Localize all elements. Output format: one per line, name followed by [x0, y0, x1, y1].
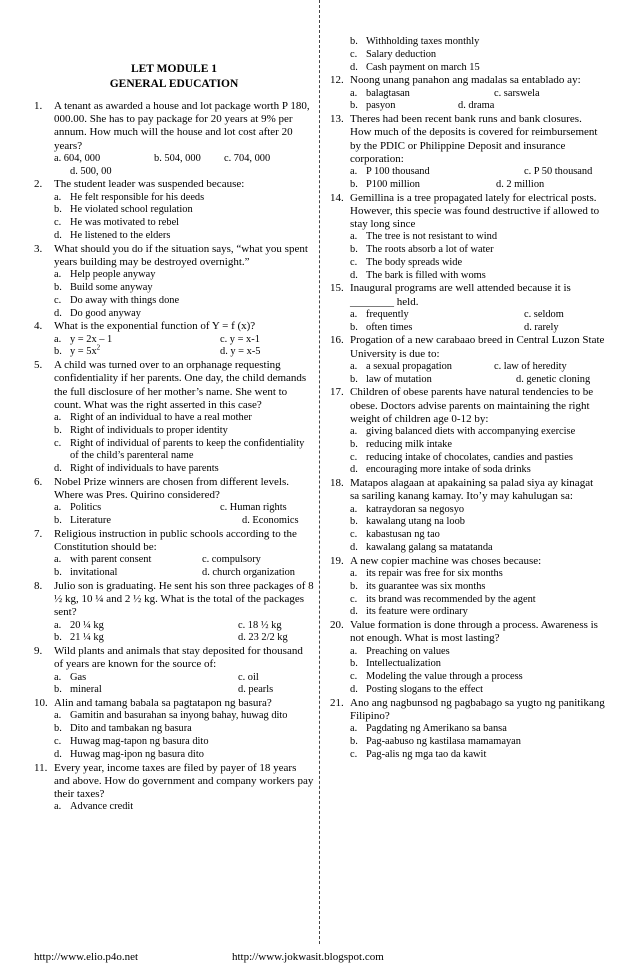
column-divider: [319, 0, 320, 944]
question-4: [34, 320, 314, 359]
option-d: d. 500, 00: [70, 165, 112, 177]
option-d: d. He listened to the elders: [54, 230, 171, 241]
option-a: a. giving balanced diets with accompanying exercise: [350, 426, 576, 437]
option-b: b. Withholding taxes monthly: [350, 36, 480, 47]
question-text: Alin and tamang babala sa pagtatapon ng basura?: [54, 697, 272, 710]
question-number: 2.: [34, 178, 43, 191]
options: [350, 231, 605, 282]
option-b: b. Build some anyway: [54, 282, 153, 293]
question-text: A tenant as awarded a house and lot package worth P 180, 000.00. She has to pay package for 20 years at 9% per annum. How much will the house and lot cost after 20 years?: [54, 100, 310, 152]
option-a: a. Right of an individual to have a real mother: [54, 412, 252, 423]
question-10: [34, 697, 314, 761]
question-number: 21.: [330, 696, 344, 709]
option-c: c. reducing intake of chocolates, candies and pasties: [350, 451, 573, 463]
option-d: d. 2 million: [496, 178, 545, 190]
question-number: 10.: [34, 697, 48, 710]
question-number: 19.: [330, 554, 344, 567]
option-a: a. with parent consent: [54, 554, 152, 566]
question-14: [330, 192, 605, 283]
option-b: b. $y = 5x^2$: [54, 343, 101, 358]
question-13: [330, 113, 605, 191]
question-number: 6.: [34, 475, 43, 488]
question-number: 16.: [330, 334, 344, 347]
question-number: 9.: [34, 645, 43, 658]
question-text: A child was turned over to an orphanage requesting confidentiality if her parents. One day, the child demands the full disclosure of her mother’s name. She went to count. What was the right asserted in this case?: [54, 359, 307, 411]
option-c: c. Huwag mag-tapon ng basura dito: [54, 735, 209, 747]
question-17: [330, 386, 605, 477]
question-text: Ano ang nagbunsod ng pagbabago sa yugto ng panitikang Filipino?: [350, 696, 605, 722]
option-b: b. The roots absorb a lot of water: [350, 244, 494, 255]
question-text: Matapos alagaan at apakaining sa palad siya ay kinagat sa sariling kanang kamay. Ito’y may kahulugan sa:: [350, 477, 594, 503]
option-b: b. law of mutation d. genetic cloning: [350, 373, 591, 385]
option-c: c. y = x-1: [220, 333, 260, 345]
option-b: b. kawalang utang na loob: [350, 516, 465, 528]
option-c: c. oil: [238, 671, 259, 683]
option-a: a. Pagdating ng Amerikano sa bansa: [350, 723, 507, 735]
question-16: [330, 334, 605, 386]
question-text: Nobel Prize winners are chosen from different levels. Where was Pres. Quirino considered?: [54, 475, 289, 502]
option-a: a. Gamitin and basurahan sa inyong bahay, huwag dito: [54, 710, 288, 722]
option-a: a. balagtasan: [350, 87, 410, 99]
option-d: d. Huwag mag-ipon ng basura dito: [54, 748, 204, 760]
question-text: What should you do if the situation says, “what you spent years building may be destroyed overnight.”: [54, 242, 308, 268]
option-c: c. The body spreads wide: [350, 256, 463, 268]
question-number: 18.: [330, 477, 344, 490]
question-number: 15.: [330, 282, 344, 295]
question-number: 4.: [34, 320, 43, 333]
option-d: d. The bark is filled with woms: [350, 269, 486, 281]
option-d: d. y = x-5: [220, 346, 261, 358]
option-a: a. 604, 000: [54, 152, 101, 164]
option-c: c. compulsory: [202, 554, 261, 566]
option-b: b. 504, 000: [154, 152, 201, 164]
option-a: a. He felt responsible for his deeds: [54, 191, 205, 203]
question-text: Religious instruction in public schools according to the Constitution should be:: [54, 527, 297, 554]
option-b: b. Pag-aabuso ng kastilasa mamamayan: [350, 735, 521, 747]
question-11: [34, 762, 314, 814]
option-c: c. sarswela: [494, 87, 540, 99]
question-21: [330, 697, 605, 762]
options: [350, 646, 605, 697]
option-a: a. a sexual propagation: [350, 360, 452, 372]
option-c: c. Salary deduction: [350, 48, 437, 60]
question-3: [34, 243, 314, 321]
option-b: b. 21 ¼ kg: [54, 632, 104, 644]
question-text: What is the exponential function of Y = f (x)?: [54, 320, 256, 333]
option-a: a. 20 ¼ kg: [54, 619, 104, 631]
options: [350, 568, 605, 619]
option-c: c. P 50 thousand: [524, 166, 593, 177]
options: [54, 269, 314, 320]
option-c: c. 704, 000: [224, 152, 271, 164]
option-d: d. kawalang galang sa matatanda: [350, 541, 493, 553]
question-text: Progation of a new carabaao breed in Central Luzon State University is due to:: [350, 334, 605, 360]
option-c: c. Human rights: [220, 502, 287, 514]
options: [54, 620, 314, 646]
question-text: Noong unang panahon ang madalas sa entablado ay:: [350, 74, 581, 87]
question-text: Every year, income taxes are filed by payer of 18 years and above. How do government and company workers pay their taxes?: [54, 761, 314, 800]
question-text: Inaugural programs are well attended because it is ________ held.: [350, 282, 571, 308]
question-text: The student leader was suspended because:: [54, 178, 245, 191]
question-8: [34, 580, 314, 645]
options: [54, 412, 314, 476]
question-2: [34, 178, 314, 242]
option-c: c. Do away with things done: [54, 294, 180, 306]
options: [54, 192, 314, 243]
footer-link-2[interactable]: http://www.jokwasit.blogspot.com: [232, 951, 384, 963]
question-number: 5.: [34, 359, 43, 372]
options: [54, 554, 314, 580]
options: [350, 309, 605, 335]
option-a: a. Help people anyway: [54, 269, 156, 281]
option-a: a. Advance credit: [54, 801, 134, 813]
question-text: Wild plants and animals that stay deposited for thousand of years are known for the source of:: [54, 645, 303, 671]
module-title: LET MODULE 1: [130, 63, 218, 75]
question-11-continued: [330, 36, 605, 74]
option-c: c. Right of individual of parents to keep the confidentiality of the child’s parenteral name: [54, 437, 305, 462]
options: [350, 723, 605, 761]
options: [350, 36, 605, 74]
option-b: b. invitational: [54, 567, 118, 579]
option-d: d. 23 2/2 kg: [238, 632, 288, 644]
option-b: b. Dito and tambakan ng basura: [54, 723, 192, 735]
option-b: b. its guarantee was six months: [350, 580, 486, 592]
question-15: [330, 282, 605, 334]
question-number: 3.: [34, 242, 43, 255]
options: [54, 334, 314, 360]
option-a: a. katraydoran sa negosyo: [350, 503, 465, 515]
question-text: Children of obese parents have natural tendencies to be obese. Doctors advise parents on maintaining the right weight of children age 0-12 by:: [350, 386, 594, 425]
options: [54, 672, 314, 698]
option-b: b. reducing milk intake: [350, 438, 452, 450]
option-c: c. its brand was recommended by the agent: [350, 593, 536, 605]
option-b: b. often times: [350, 321, 413, 333]
option-c: c. Pag-alis ng mga tao da kawit: [350, 748, 487, 760]
question-19: [330, 555, 605, 619]
option-b: b. He violated school regulation: [54, 204, 193, 216]
left-column: [34, 0, 314, 814]
options: [54, 502, 314, 528]
option-c: c. 18 ½ kg: [238, 619, 282, 631]
question-9: [34, 645, 314, 697]
option-a: a. y = 2x – 1: [54, 333, 113, 345]
options: [350, 88, 605, 114]
option-d: d. Posting slogans to the effect: [350, 683, 483, 695]
question-text: Theres had been recent bank runs and bank closures. How much of the deposits is covered for reimbursement by the PDIC or Philippine Deposit and insurance corporation:: [350, 113, 598, 165]
question-number: 12.: [330, 74, 344, 87]
options: [54, 153, 314, 179]
question-12: [330, 74, 605, 113]
question-6: [34, 476, 314, 528]
footer-link-1[interactable]: http://www.elio.p4o.net: [34, 951, 139, 963]
question-number: 17.: [330, 386, 344, 399]
option-d: d. church organization: [202, 567, 296, 579]
question-text: Gemillina is a tree propagated lately for electrical posts. However, this specie was found destructive if allowed to stay long since: [350, 191, 600, 230]
option-d: d. its feature were ordinary: [350, 606, 468, 618]
option-d: d. drama: [458, 100, 495, 112]
question-20: [330, 619, 605, 697]
option-b: b. pasyon: [350, 100, 396, 112]
option-a: a. The tree is not resistant to wind: [350, 231, 498, 243]
option-a: a. Politics: [54, 502, 102, 514]
option-b: b. Intellectualization: [350, 658, 442, 670]
option-d: d. Cash payment on march 15: [350, 61, 480, 73]
question-text: Julio son is graduating. He sent his son three packages of 8 ½ kg, 10 ¼ and 2 ½ kg. What is the total of the packages sent?: [54, 579, 314, 619]
option-b: b. Literature: [54, 515, 111, 527]
question-number: 11.: [34, 761, 48, 774]
option-c: c. seldom: [524, 308, 564, 320]
question-number: 13.: [330, 113, 344, 126]
option-b: b. Right of individuals to proper identity: [54, 424, 228, 436]
option-b: b. mineral: [54, 684, 102, 696]
options: [350, 361, 605, 387]
question-number: 20.: [330, 619, 344, 632]
option-d: d. encouraging more intake of soda drinks: [350, 464, 531, 476]
option-c: c. Modeling the value through a process: [350, 671, 523, 683]
question-number: 14.: [330, 191, 344, 204]
question-7: [34, 528, 314, 580]
question-number: 8.: [34, 579, 43, 592]
option-a: a. P 100 thousand: [350, 166, 430, 177]
question-number: 1.: [34, 100, 43, 112]
question-text: Value formation is done through a process. Awareness is not enough. What is most lasting?: [350, 619, 598, 645]
module-subtitle: GENERAL EDUCATION: [109, 78, 239, 90]
option-d: d. Do good anyway: [54, 307, 141, 319]
question-1: [34, 100, 314, 178]
option-d: d. pearls: [238, 684, 274, 696]
option-c: c. He was motivated to rebel: [54, 217, 180, 229]
option-d: d. rarely: [524, 321, 559, 333]
option-b: b. P100 million: [350, 178, 420, 190]
question-5: [34, 359, 314, 476]
option-d: d. genetic cloning: [516, 373, 591, 385]
options: [350, 426, 605, 477]
option-c: c. law of heredity: [494, 360, 567, 372]
option-a: a. its repair was free for six months: [350, 567, 503, 579]
options: [350, 166, 605, 192]
question-18: [330, 477, 605, 555]
option-d: d. Economics: [242, 515, 299, 527]
question-number: 7.: [34, 527, 43, 540]
option-c: c. kabastusan ng tao: [350, 529, 440, 541]
option-a: a. Gas: [54, 671, 87, 683]
option-a: a. Preaching on values: [350, 645, 450, 657]
options: [54, 801, 314, 814]
right-column: [330, 0, 605, 762]
question-text: A new copier machine was choses because:: [350, 554, 542, 567]
options: [350, 504, 605, 555]
options: [54, 710, 314, 761]
option-d: d. Right of individuals to have parents: [54, 463, 219, 475]
option-a: a. frequently: [350, 308, 409, 320]
